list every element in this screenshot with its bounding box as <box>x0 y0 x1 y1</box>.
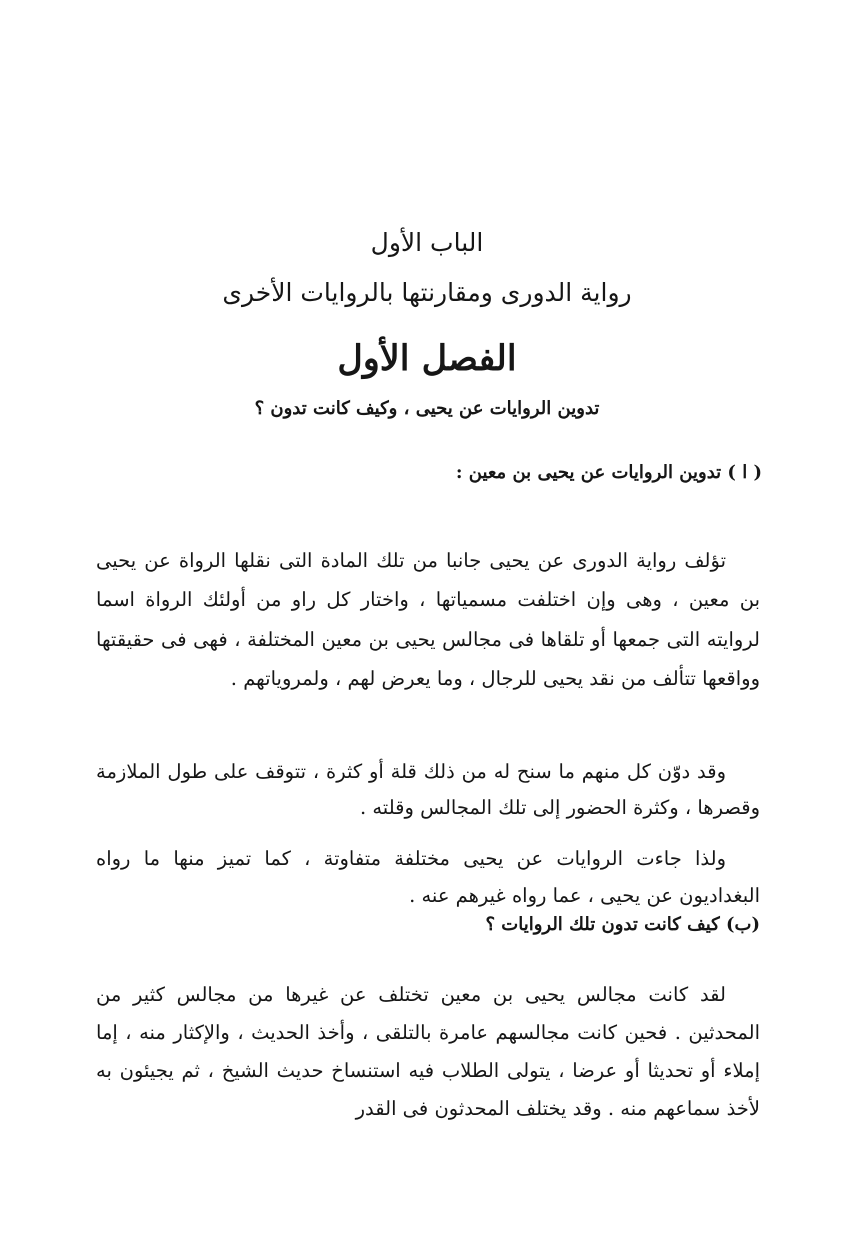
paragraph: لقد كانت مجالس يحيى بن معين تختلف عن غيرها من مجالس كثير من المحدثين . فحين كانت مجالسهم عامرة بالتلقى ، وأخذ الحديث ، والإكثار منه ، إما إملاء أو تحديثا أو عرضا ، يتولى الطلاب فيه استنساخ حديث الشيخ ، ثم يجيئون به لأخذ سماعهم منه . وقد يختلف المحدثون فى القدر <box>96 982 760 1120</box>
chapter-title: الفصل الأول <box>337 338 517 379</box>
section-a-heading: ( ا ) تدوين الروايات عن يحيى بن معين : <box>455 462 762 483</box>
part-heading: الباب الأول <box>370 228 484 257</box>
paragraph: تؤلف رواية الدورى عن يحيى جانبا من تلك المادة التى نقلها الرواة عن يحيى بن معين ، وهى وإن اختلفت مسمياتها ، واختار كل راو من أولئك الرواة اسما لروايته التى جمعها أو تلقاها فى مجالس يحيى بن معين المختلفة ، فهى فى حقيقتها وواقعها تتألف من نقد يحيى للرجال ، وما يعرض لهم ، ولمروياتهم . <box>96 548 760 690</box>
section-b-heading: (ب) كيف كانت تدون تلك الروايات ؟ <box>485 914 760 935</box>
paragraph: وقد دوّن كل منهم ما سنح له من ذلك قلة أو كثرة ، تتوقف على طول الملازمة وقصرها ، وكثرة الحضور إلى تلك المجالس وقلته . <box>96 759 760 819</box>
paragraph: ولذا جاءت الروايات عن يحيى مختلفة متفاوتة ، كما تميز منها ما رواه البغداديون عن يحيى ، عما رواه غيرهم عنه . <box>96 846 760 907</box>
chapter-subtitle: تدوين الروايات عن يحيى ، وكيف كانت تدون ؟ <box>254 398 600 419</box>
part-title: رواية الدورى ومقارنتها بالروايات الأخرى <box>222 278 632 307</box>
